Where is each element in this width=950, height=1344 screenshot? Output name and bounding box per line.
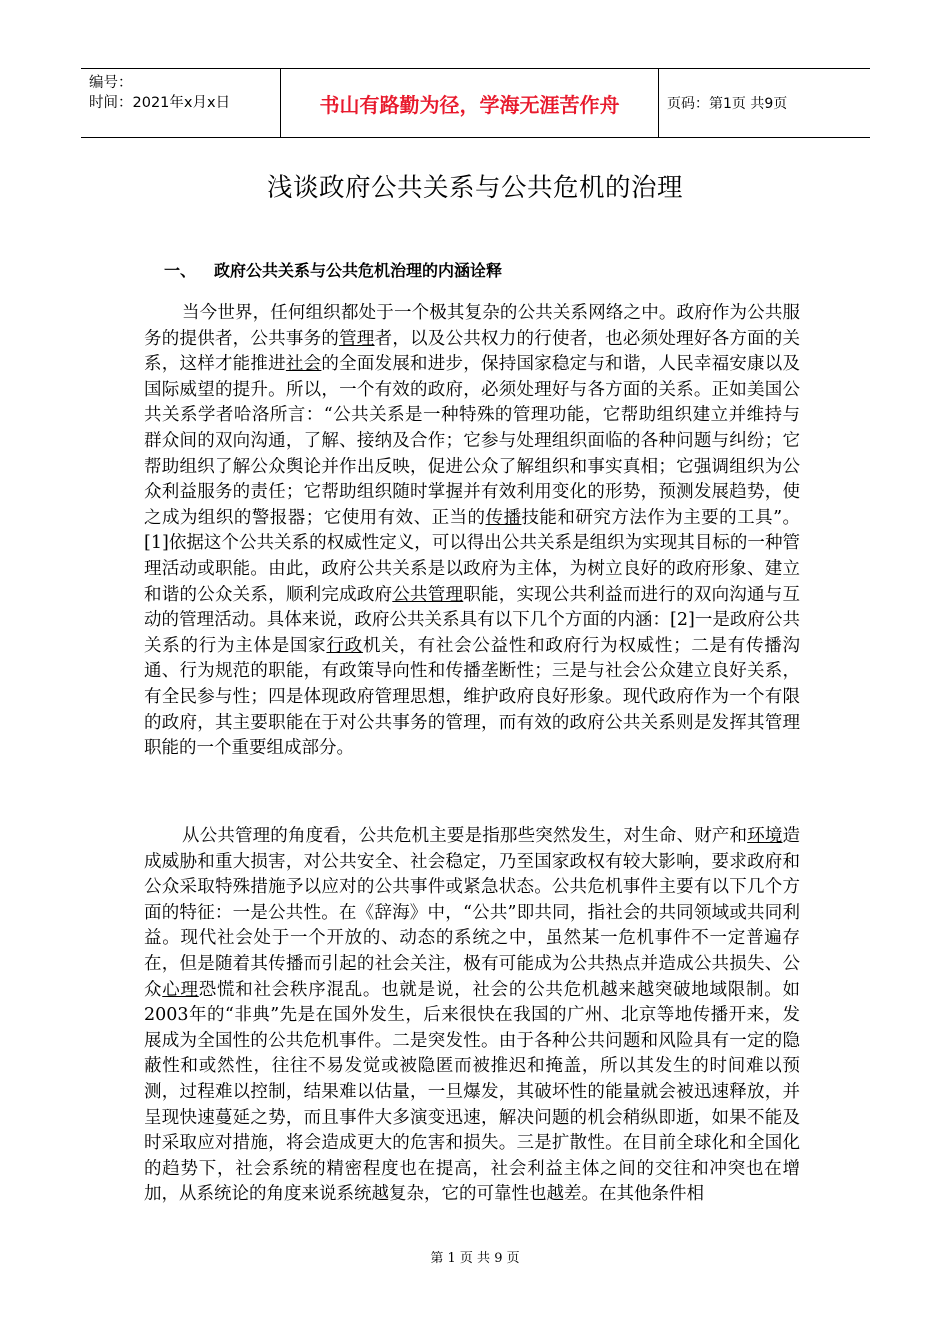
link-term[interactable]: 心理 (162, 979, 199, 1000)
text-run: 的全面发展和进步，保持国家稳定与和谐，人民幸福安康以及国际威望的提升。所以，一个有效的政府，必须处理好与各方面的关系。正如美国公共关系学者哈洛所言：“公共关系是一种特殊的管理功能，它帮助组织建立并维持与群众间的双向沟通，了解、接纳及合作；它参与处理组织面临的各种问题与纠纷；它帮助组织了解公众舆论并作出反映，促进公众了解组织和事实真相；它强调组织为公众利益服务的责任；它帮助组织随时掌握并有效利用变化的形势，预测发展趋势，使之成为组织的警报器；它使用有效、正当的 (144, 354, 801, 528)
document-title: 浅谈政府公共关系与公共危机的治理 (266, 173, 683, 203)
text-run: 从公共管理的角度看，公共危机主要是指那些突然发生，对生命、财产和 (182, 826, 748, 846)
text-run: 机关，有社会公益性和政府行为权威性；二是有传播沟通、行为规范的职能，有政策导向性和传播垄断性；三是与社会公众建立良好关系，有全民参与性；四是体现政府管理思想，维护政府良好形象。现代政府作为一个有限的政府，其主要职能在于对公共事务的管理，而有效的政府公共关系则是发挥其管理职能的一个重要组成部分。 (144, 635, 801, 759)
header-table (81, 68, 870, 138)
section-heading (164, 258, 502, 281)
header-motto: 书山有路勤为径，学海无涯苦作舟 (281, 69, 659, 137)
link-term[interactable]: 传播 (485, 507, 522, 528)
link-term[interactable]: 行政 (326, 635, 363, 656)
link-term[interactable]: 环境 (747, 826, 783, 846)
paragraph-1 (144, 301, 800, 762)
text-run: 造成威胁和重大损害，对公共安全、社会稳定，乃至国家政权有较大影响，要求政府和公众采取特殊措施予以应对的公共事件或紧急状态。公共危机事件主要有以下几个方面的特征：一是公共性。在《辞海》中，“公共”即共同，指社会的共同领域或共同利益。现代社会处于一个开放的、动态的系统之中，虽然某一危机事件不一定普遍存在，但是随着其传播而引起的社会关注，极有可能成为公共热点并造成公共损失、公众 (144, 826, 801, 1000)
text-run: 者，以及公共权力的行使者，也必须处理好各方面的关系，这样才能推进 (144, 328, 801, 375)
document-number-label: 编号： (89, 75, 133, 91)
page-footer: 第 1 页 共 9 页 (430, 1251, 520, 1266)
section-heading-text: 政府公共关系与公共危机治理的内涵诠释 (214, 261, 503, 280)
link-term[interactable]: 社会 (285, 354, 322, 375)
link-term[interactable]: 管理 (339, 328, 375, 349)
text-run: 技能和研究方法作为主要的工具”。[1]依据这个公共关系的权威性定义，可以得出公共关系是组织为实现其目标的一种管理活动或职能。由此，政府公共关系是以政府为主体，为树立良好的政府形象、建立和谐的公众关系，顺利完成政府 (144, 507, 801, 605)
link-term[interactable]: 公共管理 (392, 584, 464, 605)
document-time-label: 时间：2021年x月x日 (89, 95, 231, 111)
header-meta-cell (81, 69, 281, 137)
header-page-label: 页码：第1页 共9页 (667, 96, 788, 112)
text-run: 职能，实现公共利益而进行的双向沟通与互动的管理活动。具体来说，政府公共关系具有以下几个方面的内涵：[2]一是政府公共关系的行为主体是国家 (144, 584, 801, 656)
text-run: 恐慌和社会秩序混乱。也就是说，社会的公共危机越来越突破地域限制。如2003年的“非典”先是在国外发生，后来很快在我国的广州、北京等地传播开来，发展成为全国性的公共危机事件。二是突发性。由于各种公共问题和风险具有一定的隐蔽性和或然性，往往不易发觉或被隐匿而被推迟和掩盖，所以其发生的时间难以预测，过程难以控制，结果难以估量，一旦爆发，其破坏性的能量就会被迅速释放，并呈现快速蔓延之势，而且事件大多演变迅速，解决问题的机会稍纵即逝，如果不能及时采取应对措施，将会造成更大的危害和损失。三是扩散性。在目前全球化和全国化的趋势下，社会系统的精密程度也在提高，社会利益主体之间的交往和冲突也在增加，从系统论的角度来说系统越复杂，它的可靠性也越差。在其他条件相 (144, 979, 801, 1205)
text-run: 当今世界，任何组织都处于一个极其复杂的公共关系网络之中。政府作为公共服务的提供者，公共事务的 (144, 303, 800, 349)
paragraph-2 (144, 824, 800, 1208)
section-number: 一、 (164, 261, 197, 280)
